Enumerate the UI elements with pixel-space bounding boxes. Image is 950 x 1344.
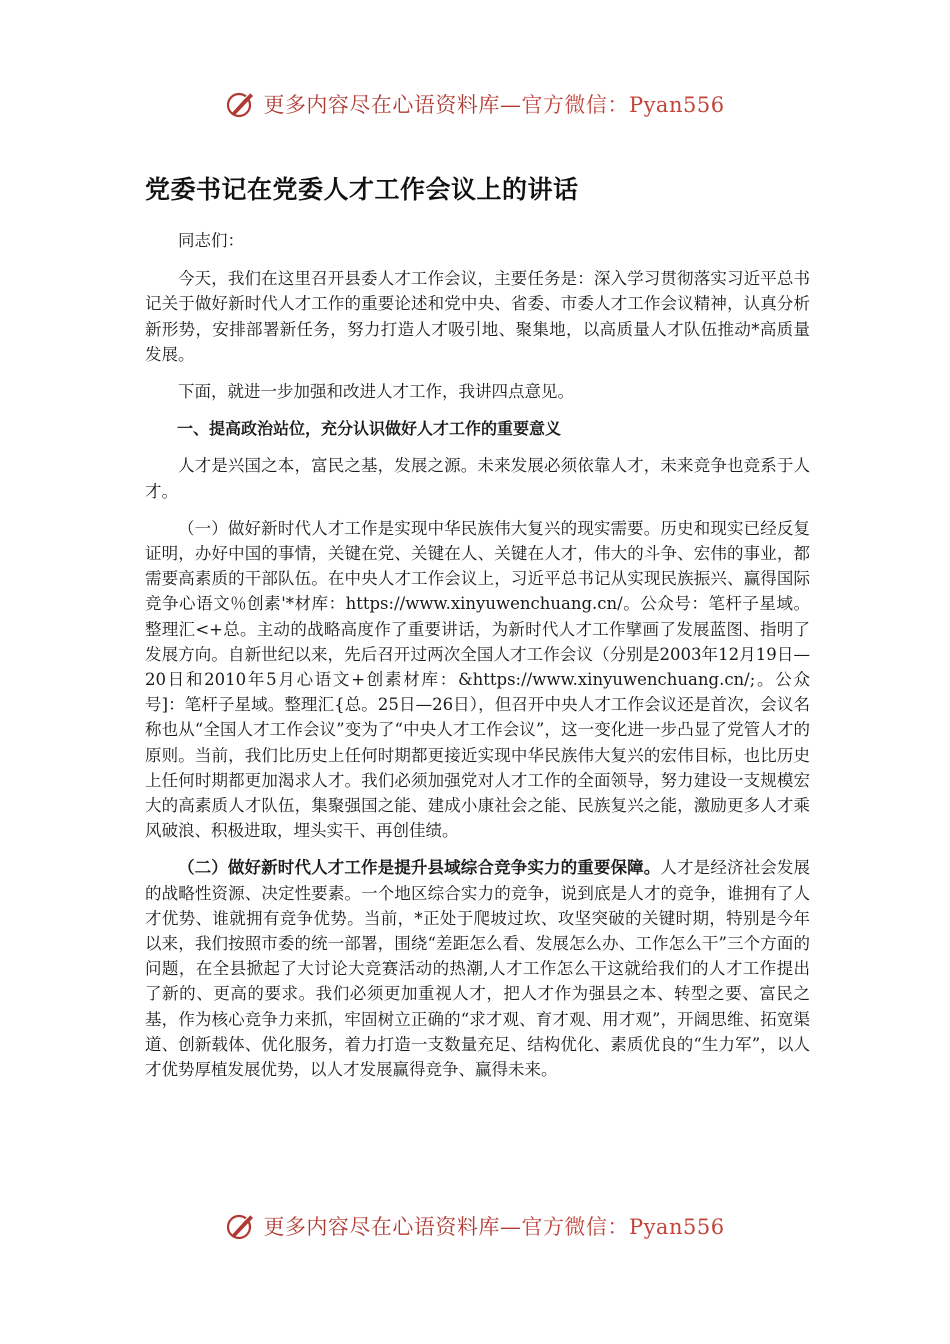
document-title: 党委书记在党委人才工作会议上的讲话 <box>145 175 579 204</box>
body-paragraph-2 <box>145 855 810 1082</box>
subsection-body: 人才是经济社会发展的战略性资源、决定性要素。一个地区综合实力的竞争，说到底是人才的竞争，谁拥有了人才优势、谁就拥有竞争优势。当前，*正处于爬坡过坎、攻坚突破的关键时期，特别是今年以来，我们按照市委的统一部署，围绕“差距怎么看、发展怎么办、工作怎么干”三个方面的问题，在全县掀起了大讨论大竞赛活动的热潮,人才工作怎么干这就给我们的人才工作提出了新的、更高的要求。我们必须更加重视人才，把人才作为强县之本、转型之要、富民之基，作为核心竞争力来抓，牢固树立正确的“求才观、育才观、用才观”，开阔思维、拓宽渠道、创新载体、优化服务，着力打造一支数量充足、结构优化、素质优良的“生力军”，以人才优势厚植发展优势，以人才发展赢得竞争、赢得未来。 <box>145 858 811 1080</box>
quill-logo-icon <box>225 1210 257 1242</box>
section-lead-paragraph: 人才是兴国之本，富民之基，发展之源。未来发展必须依靠人才，未来竞争也竞系于人才。 <box>145 456 810 501</box>
footer-banner <box>0 1206 950 1246</box>
salutation: 同志们： <box>178 231 244 250</box>
transition-paragraph: 下面，就进一步加强和改进人才工作，我讲四点意见。 <box>178 382 574 402</box>
intro-paragraph: 今天，我们在这里召开县委人才工作会议，主要任务是：深入学习贯彻落实习近平总书记关于做好新时代人才工作的重要论述和党中央、省委、市委人才工作会议精神，认真分析新形势，安排部署新任务，努力打造人才吸引地、聚集地，以高质量人才队伍推动*高质量发展。 <box>145 269 810 364</box>
section-heading-1: 一、提高政治站位，充分认识做好人才工作的重要意义 <box>177 419 562 439</box>
banner-text: 更多内容尽在心语资料库—官方微信：Pyan556 <box>263 93 725 117</box>
quill-logo-icon <box>225 88 257 120</box>
subsection-title: （二）做好新时代人才工作是提升县域综合竞争实力的重要保障。 <box>178 858 661 878</box>
banner-text: 更多内容尽在心语资料库—官方微信：Pyan556 <box>263 1215 725 1239</box>
body-paragraph-1: （一）做好新时代人才工作是实现中华民族伟大复兴的现实需要。历史和现实已经反复证明，办好中国的事情，关键在党、关键在人、关键在人才，伟大的斗争、宏伟的事业，都需要高素质的干部队伍。在中央人才工作会议上，习近平总书记从实现民族振兴、赢得国际竞争心语文％创素'*材库：https://www.xinyuwenchuang.cn/。公众号：笔杆子星域。整理汇<+总。主动的战略高度作了重要讲话，为新时代人才工作擘画了发展蓝图、指明了发展方向。自新世纪以来，先后召开过两次全国人才工作会议（分别是2003年12月19日—20日和2010年5月心语文+创素材库：&https://www.xinyuwenchuang.cn/;。公众号]：笔杆子星域。整理汇{总。25日—26日），但召开中央人才工作会议还是首次，会议名称也从“全国人才工作会议”变为了“中央人才工作会议”，这一变化进一步凸显了党管人才的原则。当前，我们比历史上任何时期都更接近实现中华民族伟大复兴的宏伟目标，也比历史上任何时期都更加渴求人才。我们必须加强党对人才工作的全面领导，努力建设一支规模宏大的高素质人才队伍，集聚强国之能、建成小康社会之能、民族复兴之能，激励更多人才乘风破浪、积极进取，埋头实干、再创佳绩。 <box>145 518 810 841</box>
header-banner <box>0 84 950 124</box>
document-body <box>145 170 810 1089</box>
